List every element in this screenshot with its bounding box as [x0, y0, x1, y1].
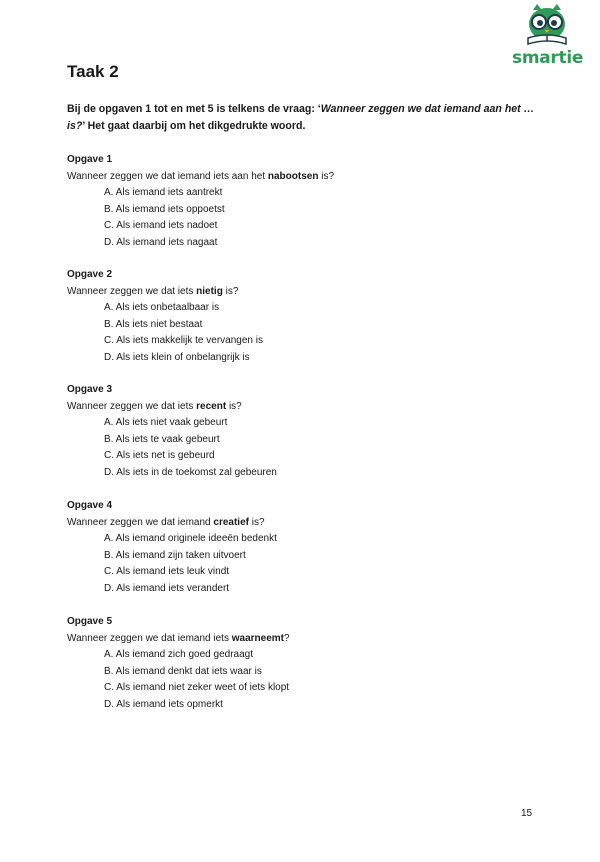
instructions-lead: Bij de opgaven 1 tot en met 5 is telkens de vraag: ‘	[67, 103, 321, 115]
question-label: Opgave 4	[67, 500, 113, 511]
question-label: Opgave 2	[67, 269, 113, 280]
option-b: B. Als iemand iets oppoetst	[104, 203, 225, 215]
prompt-text: is?	[222, 285, 239, 297]
prompt-text: is?	[248, 516, 265, 528]
option-d: D. Als iemand iets verandert	[104, 582, 230, 594]
keyword: nabootsen	[267, 170, 319, 182]
option-a: A. Als iemand iets aantrekt	[104, 187, 223, 198]
question-prompt	[67, 399, 277, 416]
option-a: A. Als iets niet vaak gebeurt	[104, 417, 228, 428]
option-c: C. Als iemand iets nadoet	[104, 220, 218, 231]
prompt-text: is?	[226, 400, 242, 412]
prompt-text: Wanneer zeggen we dat iemand iets	[67, 632, 232, 644]
option-b: B. Als iets te vaak gebeurt	[104, 433, 220, 445]
prompt-text: Wanneer zeggen we dat iemand iets aan het	[67, 170, 268, 182]
instructions-question: Wanneer zeggen we dat iemand aan het … is?	[67, 103, 535, 132]
option-d: D. Als iemand iets nagaat	[104, 236, 218, 248]
answer-options	[67, 185, 334, 251]
question-1	[67, 152, 334, 251]
question-label: Opgave 5	[67, 616, 113, 627]
option-b: B. Als iemand denkt dat iets waar is	[104, 665, 262, 677]
keyword: nietig	[196, 285, 223, 297]
question-5	[67, 614, 290, 713]
keyword: creatief	[213, 516, 249, 528]
option-b: B. Als iets niet bestaat	[104, 318, 203, 330]
keyword: waarneemt	[231, 632, 284, 644]
option-b: B. Als iemand zijn taken uitvoert	[104, 549, 246, 561]
question-prompt	[67, 169, 334, 186]
instructions-tail: ’ Het gaat daarbij om het dikgedrukte woord.	[82, 120, 306, 132]
answer-options	[67, 300, 263, 366]
owl-logo-icon	[523, 4, 571, 48]
option-c: C. Als iemand niet zeker weet of iets klopt	[104, 682, 290, 693]
question-prompt	[67, 284, 263, 301]
brand-name: smartie	[512, 48, 584, 68]
option-d: D. Als iets in de toekomst zal gebeuren	[104, 466, 277, 478]
option-c: C. Als iemand iets leuk vindt	[104, 566, 230, 577]
answer-options	[67, 647, 290, 713]
option-d: D. Als iets klein of onbelangrijk is	[104, 351, 250, 363]
question-prompt	[67, 631, 290, 648]
option-c: C. Als iets net is gebeurd	[104, 450, 215, 461]
instructions	[67, 101, 537, 135]
page-number: 15	[521, 808, 533, 819]
question-label: Opgave 1	[67, 154, 113, 165]
brand-logo	[512, 4, 582, 68]
answer-options	[67, 531, 277, 597]
question-prompt	[67, 515, 277, 532]
option-a: A. Als iemand zich goed gedraagt	[104, 649, 253, 660]
option-a: A. Als iets onbetaalbaar is	[104, 302, 220, 313]
answer-options	[67, 415, 277, 481]
question-2	[67, 267, 263, 366]
prompt-text: is?	[318, 170, 334, 182]
page-title: Taak 2	[67, 62, 119, 81]
prompt-text: Wanneer zeggen we dat iets	[67, 285, 197, 297]
keyword: recent	[196, 400, 227, 412]
option-d: D. Als iemand iets opmerkt	[104, 698, 223, 710]
option-c: C. Als iets makkelijk te vervangen is	[104, 335, 263, 346]
prompt-text: Wanneer zeggen we dat iemand	[67, 516, 214, 528]
question-4	[67, 498, 277, 597]
question-label: Opgave 3	[67, 384, 113, 395]
question-3	[67, 382, 277, 481]
prompt-text: ?	[283, 632, 290, 644]
prompt-text: Wanneer zeggen we dat iets	[67, 400, 197, 412]
option-a: A. Als iemand originele ideeën bedenkt	[104, 533, 277, 544]
